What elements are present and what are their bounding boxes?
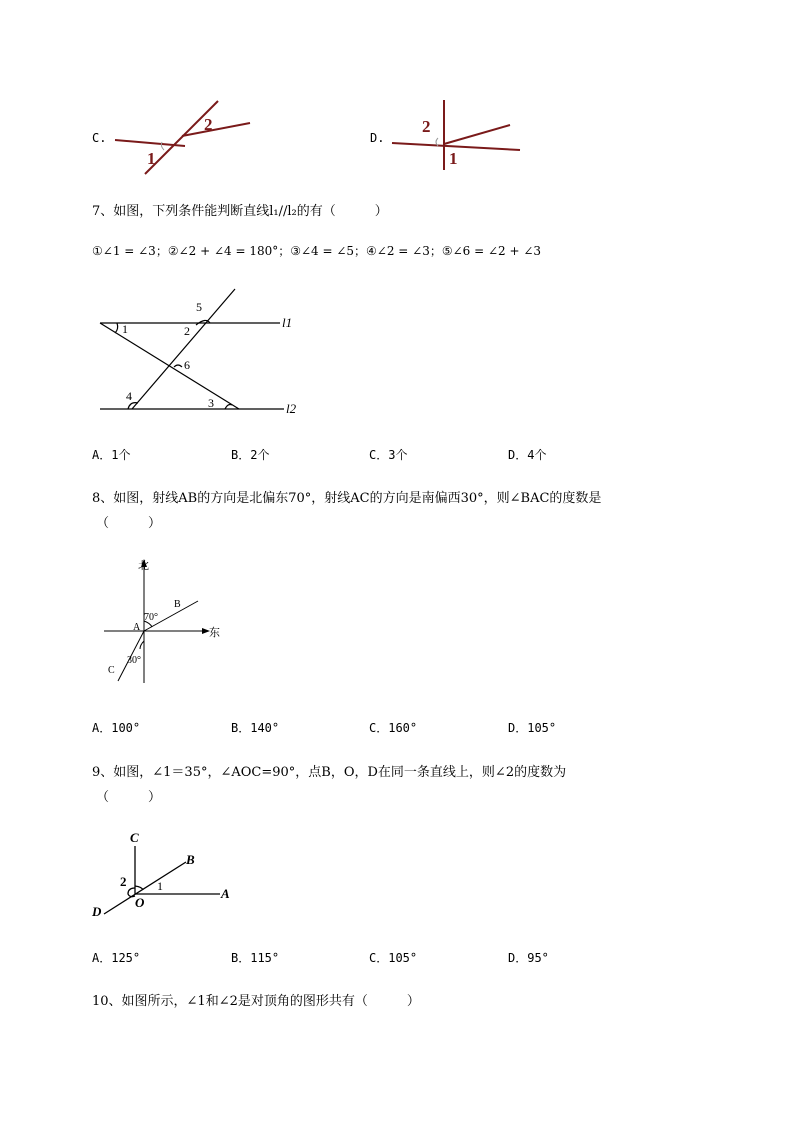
q8-option-c[interactable]: C．160° xyxy=(369,721,418,735)
q7-arc-6 xyxy=(174,365,182,367)
q9-label-1: 1 xyxy=(157,879,163,893)
q7-label-5: 5 xyxy=(196,300,202,314)
q9-label-o: O xyxy=(135,895,145,910)
q8-option-d[interactable]: D．105° xyxy=(508,721,557,735)
q9-label-b: B xyxy=(186,852,195,867)
q8-label-a: A xyxy=(133,622,141,633)
q9-option-c[interactable]: C．105° xyxy=(369,951,418,965)
q7-label-l2: l2 xyxy=(286,401,297,416)
q9-option-b[interactable]: B．115° xyxy=(231,951,280,965)
q6-figure-d xyxy=(388,98,528,178)
q8-option-b[interactable]: B．140° xyxy=(231,721,280,735)
q7-transversal-2 xyxy=(132,289,235,409)
q7-stem: 7、如图，下列条件能判断直线l₁//l₂的有（ ） xyxy=(92,204,388,219)
q7-label-1: 1 xyxy=(122,322,128,336)
q6d-label-1: 1 xyxy=(449,149,458,168)
q8-label-30: 30° xyxy=(127,655,141,666)
q8-stem: 8、如图，射线AB的方向是北偏东70°，射线AC的方向是南偏西30°，则∠BAC的度数是 xyxy=(92,491,602,506)
q8-paren: （ ） xyxy=(96,516,162,531)
q7-option-c[interactable]: C．3个 xyxy=(369,448,408,462)
q9-label-2: 2 xyxy=(120,874,127,889)
q9-label-a: A xyxy=(221,886,230,901)
q7-label-l1: l1 xyxy=(282,315,293,330)
q6c-line-2 xyxy=(145,101,218,174)
q9-paren: （ ） xyxy=(96,790,162,805)
q6-option-c-label: C. xyxy=(92,131,107,145)
q8-arc-30 xyxy=(140,641,144,649)
q6-option-d-label: D. xyxy=(370,131,385,145)
q9-label-c: C xyxy=(130,830,139,845)
q8-option-a[interactable]: A．100° xyxy=(92,721,141,735)
q6-figure-c xyxy=(110,98,260,178)
q7-figure xyxy=(92,285,312,420)
q8-label-b: B xyxy=(174,599,181,610)
q7-label-4: 4 xyxy=(126,389,132,403)
q9-option-a[interactable]: A．125° xyxy=(92,951,141,965)
q9-option-d[interactable]: D．95° xyxy=(508,951,549,965)
q7-label-2: 2 xyxy=(184,324,190,338)
q6d-label-2: 2 xyxy=(422,117,431,136)
q8-label-70: 70° xyxy=(144,612,158,623)
q6c-label-2: 2 xyxy=(204,115,213,134)
q9-label-d: D xyxy=(92,904,102,919)
q8-label-c: C xyxy=(108,665,115,676)
q6d-slant-line xyxy=(444,125,510,144)
q8-label-east: 东 xyxy=(209,627,220,639)
q8-figure xyxy=(100,555,230,687)
q7-option-b[interactable]: B．2个 xyxy=(231,448,270,462)
q7-arc-3 xyxy=(225,405,232,410)
q9-stem: 9、如图，∠1＝35°，∠AOC=90°，点B，O，D在同一条直线上，则∠2的度数为 xyxy=(92,765,567,780)
q9-figure xyxy=(88,826,238,921)
q9-line-bd xyxy=(104,862,186,914)
q7-option-d[interactable]: D．4个 xyxy=(508,448,547,462)
q7-label-6: 6 xyxy=(184,358,190,372)
q10-stem: 10、如图所示，∠1和∠2是对顶角的图形共有（ ） xyxy=(92,994,420,1009)
q7-conditions: ①∠1 = ∠3；②∠2 + ∠4 = 180°；③∠4 = ∠5；④∠2 = ∠3；⑤∠6 = ∠2 + ∠3 xyxy=(92,244,542,258)
q7-option-a[interactable]: A．1个 xyxy=(92,448,131,462)
q7-label-3: 3 xyxy=(208,396,214,410)
q6c-label-1: 1 xyxy=(147,149,156,168)
q6c-line-3 xyxy=(182,123,250,136)
q7-arc-1 xyxy=(115,323,118,333)
q8-label-north: 北 xyxy=(138,560,149,572)
